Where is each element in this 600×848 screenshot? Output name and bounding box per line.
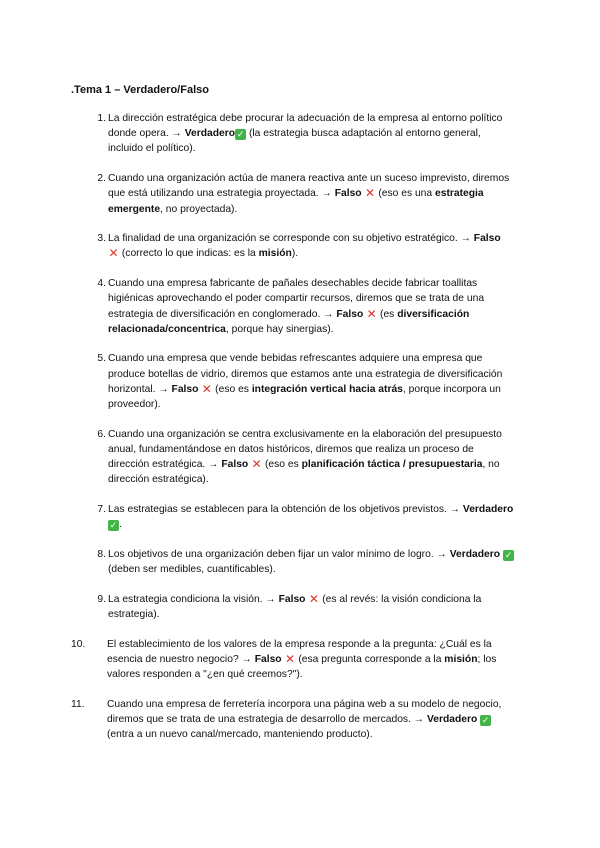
- cross-mark-icon: ✕: [251, 457, 262, 472]
- question-item: [0, 231, 600, 261]
- question-item: [0, 547, 600, 577]
- answer-emphasis: diversificación relacionada/concentrica: [108, 308, 470, 335]
- answer-emphasis: Verdadero: [184, 128, 236, 140]
- answer-emphasis: estrategia emergente: [108, 188, 484, 215]
- question-text-segment: Los objetivos de una organización deben fijar un valor mínimo de logro. →: [108, 548, 450, 560]
- answer-emphasis: Falso: [336, 308, 364, 320]
- question-text-segment: Las estrategias se establecen para la obtención de los objetivos previstos. →: [108, 504, 463, 516]
- question-text: [108, 549, 514, 575]
- question-item: [0, 111, 600, 157]
- question-item: [0, 697, 600, 743]
- cross-mark-icon: ✕: [201, 381, 212, 396]
- question-number: 4.: [97, 278, 106, 290]
- question-item: [0, 592, 600, 622]
- answer-emphasis: Verdadero: [426, 714, 478, 726]
- question-text-segment: (la estrategia busca adaptación al entorno general, incluido el político).: [108, 128, 481, 155]
- question-number: 7.: [97, 504, 106, 516]
- question-item: [0, 276, 600, 337]
- question-text-segment: El establecimiento de los valores de la empresa responde a la pregunta: ¿Cuál es la esencia de nuestro negocio? →: [107, 638, 492, 665]
- question-text-segment: Cuando una organización se centra exclusivamente en la elaboración del presupuesto anual, fundamentándose en datos históricos, diremos que realiza un proceso de dirección estratégica. →: [108, 428, 502, 471]
- question-text: [108, 504, 513, 530]
- question-text-segment: Cuando una empresa fabricante de pañales desechables decide fabricar toallitas higiénicas aprovechando el poder compartir recursos, diremos que se trata de una estrategia de diversificación en conglomerado. →: [108, 278, 485, 320]
- question-number: 9.: [97, 593, 106, 605]
- question-text-segment: (es: [377, 308, 398, 320]
- question-text-segment: , porque hay sinergias).: [225, 323, 334, 335]
- page-title: .Tema 1 – Verdadero/Falso: [71, 84, 209, 96]
- question-text-segment: Cuando una empresa de ferretería incorpora una página web a su modelo de negocio, diremos que se trata de una estrategia de desarrollo de mercados. →: [107, 698, 502, 726]
- question-text-segment: (deben ser medibles, cuantificables).: [108, 564, 276, 576]
- question-text: [108, 429, 502, 486]
- question-number: 8.: [97, 548, 106, 560]
- answer-emphasis: planificación táctica / presupuestaria: [301, 459, 483, 471]
- cross-mark-icon: ✕: [108, 246, 119, 261]
- question-text: [108, 233, 501, 259]
- question-number: 2.: [97, 173, 106, 185]
- question-number: 1.: [97, 113, 106, 124]
- cross-mark-icon: ✕: [366, 306, 377, 321]
- answer-emphasis: Falso: [254, 653, 282, 665]
- question-item: [0, 351, 600, 412]
- question-item: [0, 171, 600, 217]
- question-text-segment: , no proyectada).: [160, 203, 238, 215]
- question-text-segment: .: [119, 519, 122, 531]
- answer-emphasis: Verdadero: [449, 548, 501, 560]
- question-text: [107, 639, 496, 680]
- question-text-segment: Cuando una organización actúa de manera reactiva ante un suceso imprevisto, diremos que está utilizando una estrategia proyectada. →: [108, 173, 510, 200]
- answer-emphasis: misión: [258, 248, 292, 260]
- answer-emphasis: Falso: [278, 593, 306, 605]
- cross-mark-icon: ✕: [284, 651, 295, 666]
- question-text-segment: Cuando una empresa que vende bebidas refrescantes adquiere una empresa que produce botellas de vidrio, diremos que estamos ante una estrategia de diversificación horizontal. →: [108, 353, 503, 395]
- question-text-segment: (es al revés: la visión condiciona la estrategia).: [108, 593, 482, 621]
- question-number: 11.: [71, 698, 85, 710]
- answer-emphasis: Falso: [334, 188, 362, 200]
- question-text-segment: (entra a un nuevo canal/mercado, manteniendo producto).: [107, 729, 373, 741]
- white-check-mark-icon: ✓: [109, 520, 118, 531]
- question-number: 3.: [97, 233, 106, 245]
- answer-emphasis: Falso: [171, 383, 199, 395]
- question-text: [108, 278, 484, 335]
- answer-emphasis: misión: [444, 653, 478, 665]
- question-list: [0, 111, 600, 757]
- white-check-mark-icon: ✓: [504, 549, 513, 560]
- question-text-segment: (eso es una: [375, 188, 435, 200]
- question-text-segment: (correcto lo que indicas: es la: [119, 248, 259, 260]
- question-number: 6.: [97, 428, 106, 440]
- question-text: [107, 699, 501, 740]
- question-text-segment: ; los valores responden a "¿en qué creemos?").: [107, 653, 497, 681]
- question-number: 10.: [71, 638, 86, 650]
- answer-emphasis: Falso: [473, 233, 501, 245]
- answer-emphasis: Verdadero: [462, 504, 514, 516]
- question-text: [108, 173, 509, 214]
- question-text: [108, 353, 502, 410]
- question-text-segment: La finalidad de una organización se corresponde con su objetivo estratégico. →: [108, 233, 474, 245]
- question-item: [0, 502, 600, 532]
- white-check-mark-icon: ✓: [481, 715, 490, 726]
- question-text-segment: La dirección estratégica debe procurar la adecuación de la empresa al entorno político donde opera. →: [108, 113, 503, 140]
- question-item: [0, 637, 600, 683]
- question-text-segment: (esa pregunta corresponde a la: [295, 653, 445, 665]
- cross-mark-icon: ✕: [364, 186, 375, 201]
- question-text-segment: La estrategia condiciona la visión. →: [108, 593, 279, 605]
- answer-emphasis: Falso: [221, 459, 249, 471]
- cross-mark-icon: ✕: [308, 591, 319, 606]
- question-text-segment: ).: [291, 248, 299, 260]
- question-text: [108, 113, 502, 154]
- question-text-segment: , no dirección estratégica).: [108, 459, 500, 486]
- question-text-segment: (eso es: [212, 383, 252, 395]
- question-text-segment: (eso es: [262, 459, 302, 471]
- question-number: 5.: [97, 353, 106, 365]
- question-text: [108, 591, 482, 621]
- question-item: [0, 427, 600, 488]
- white-check-mark-icon: ✓: [236, 129, 245, 140]
- answer-emphasis: integración vertical hacia atrás: [251, 383, 403, 395]
- question-text-segment: , porque incorpora un proveedor).: [108, 383, 501, 411]
